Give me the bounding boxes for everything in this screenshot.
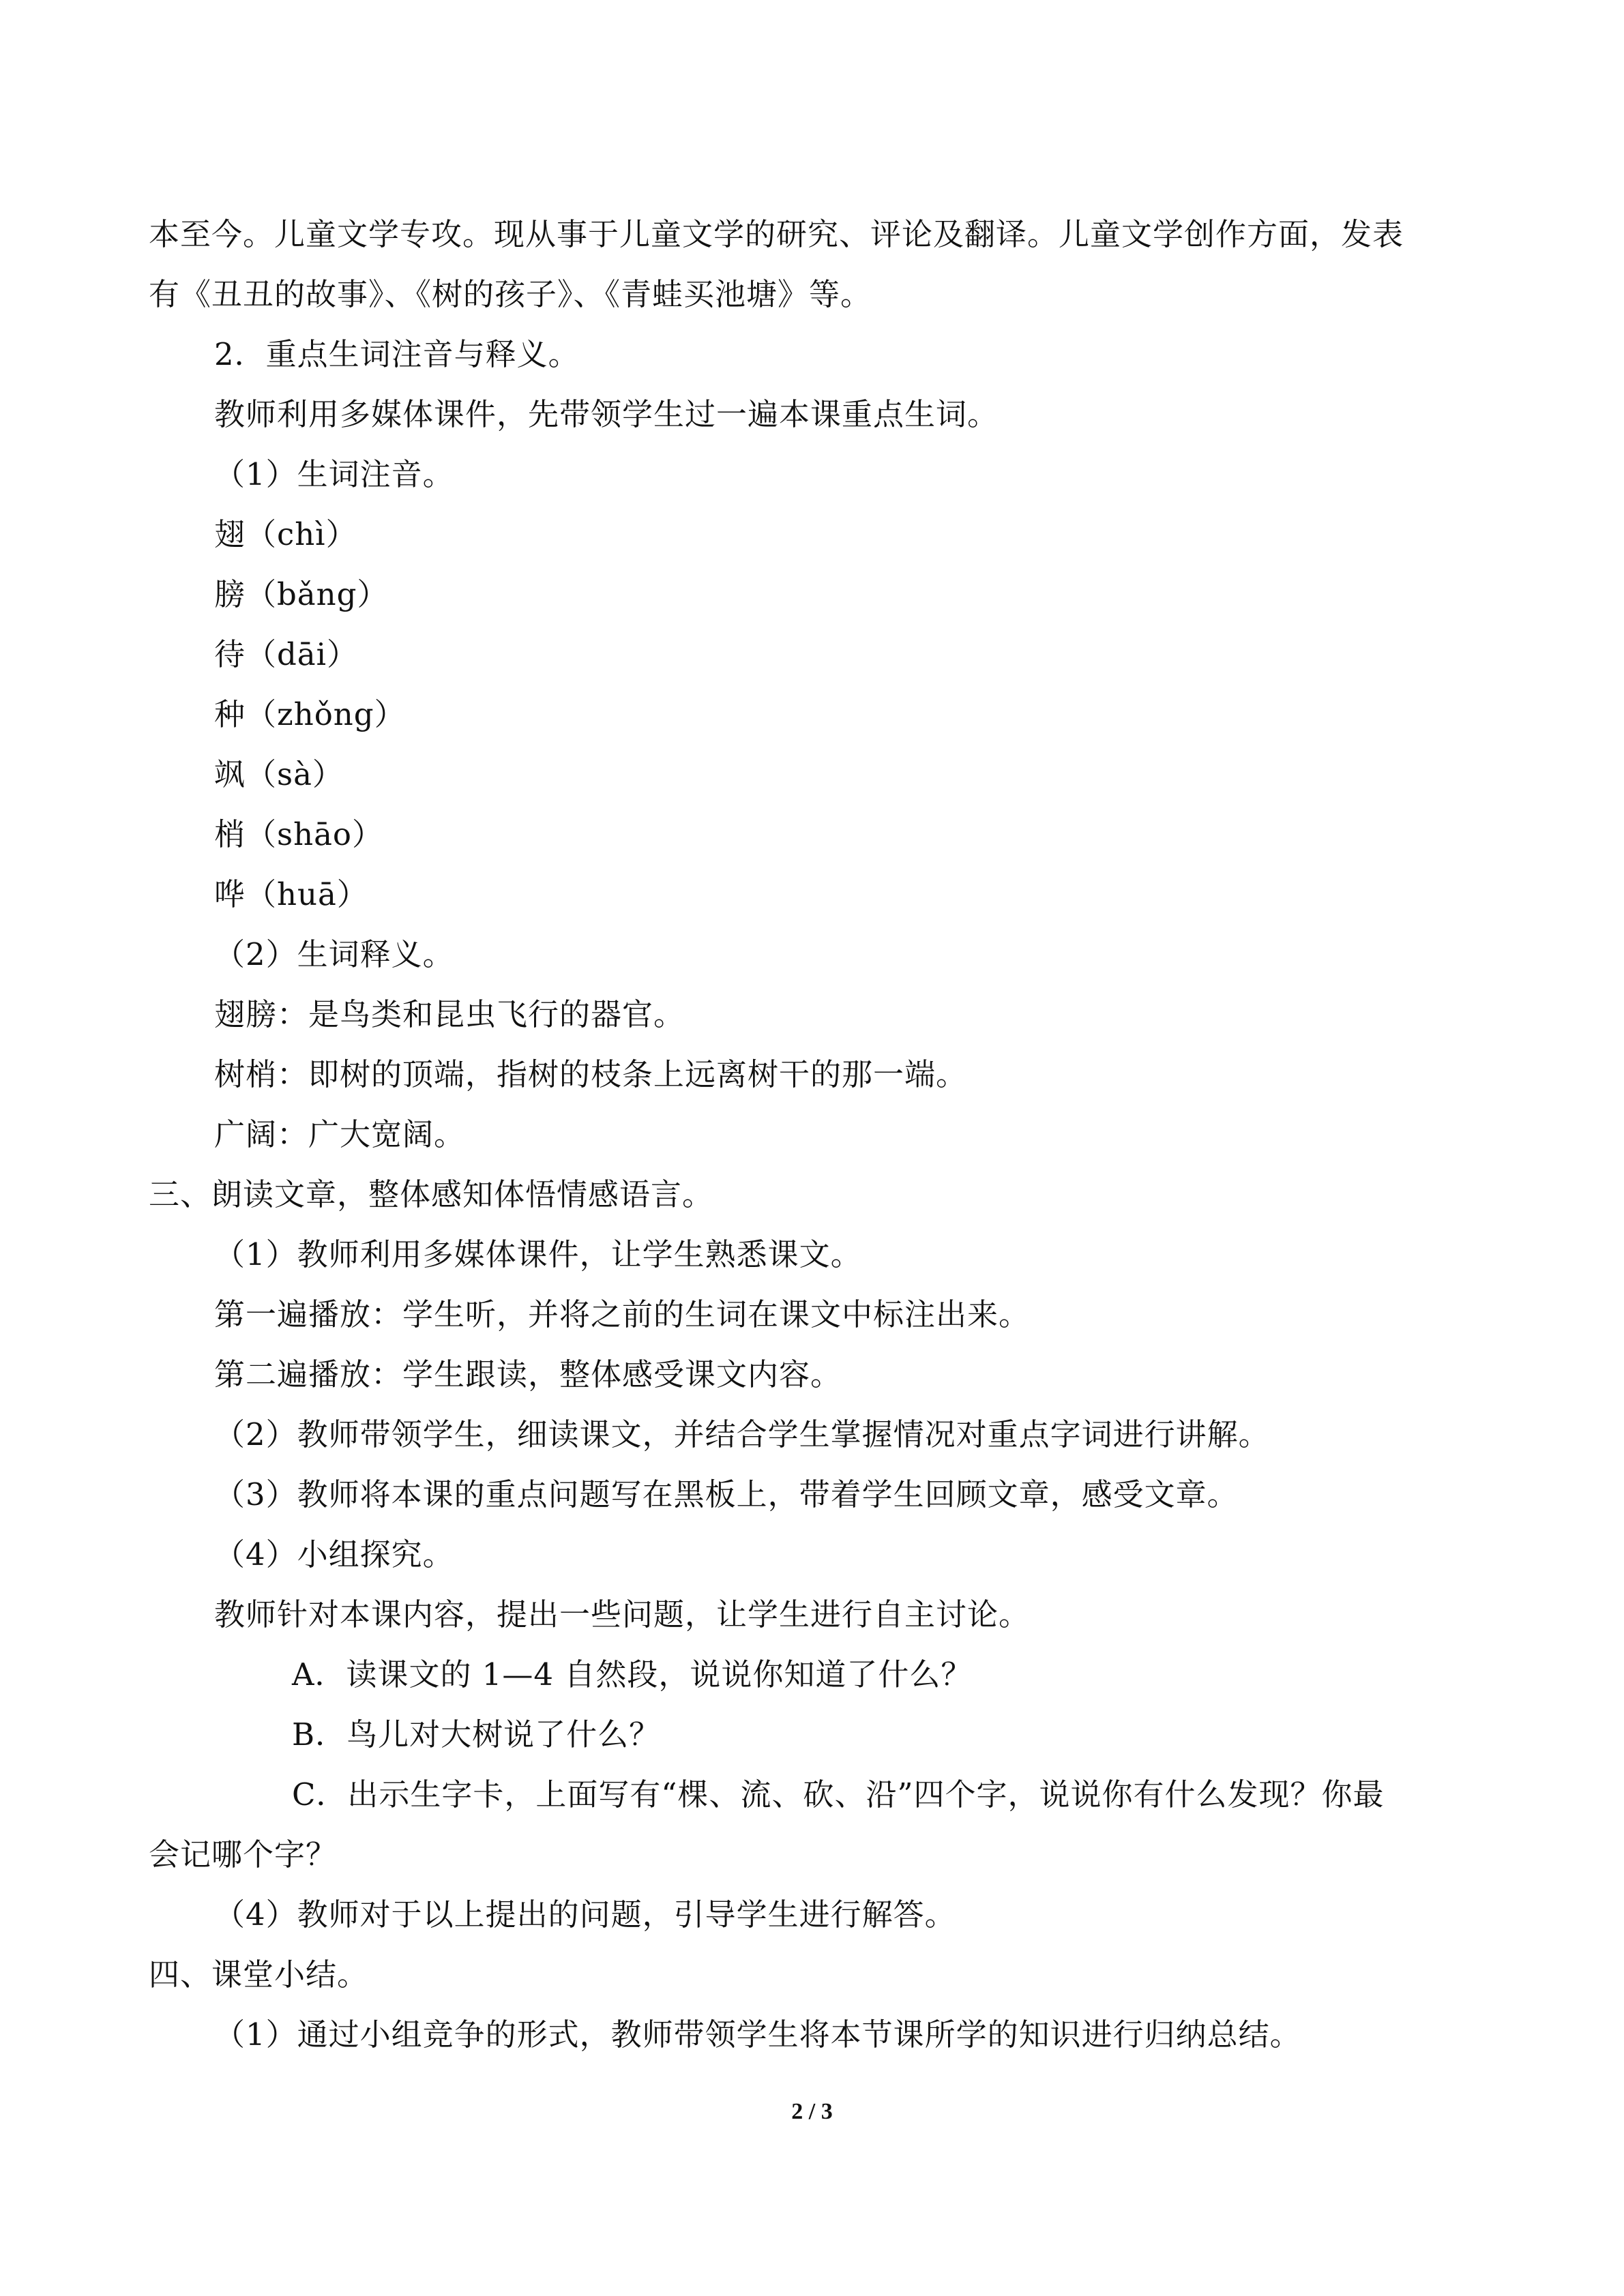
- definition-item: 树梢：即树的顶端，指树的枝条上远离树干的那一端。: [214, 1056, 968, 1092]
- vocabulary-item: 待（dāi）: [214, 636, 359, 672]
- section-heading: 四、课堂小结。: [149, 1956, 369, 1993]
- definition-item: 翅膀：是鸟类和昆虫飞行的器官。: [214, 996, 685, 1032]
- section-heading: 2．重点生词注音与释义。: [214, 336, 580, 372]
- vocabulary-item: 翅（chì）: [214, 516, 357, 552]
- paragraph-line: （2）教师带领学生，细读课文，并结合学生掌握情况对重点字词进行讲解。: [214, 1416, 1270, 1452]
- subsection-heading: （2）生词释义。: [214, 936, 454, 972]
- paragraph-line: 第二遍播放：学生跟读，整体感受课文内容。: [214, 1356, 842, 1392]
- vocabulary-item: 膀（bǎng）: [214, 576, 389, 612]
- page-number: 2 / 3: [791, 2099, 833, 2124]
- paragraph-line: （3）教师将本课的重点问题写在黑板上，带着学生回顾文章，感受文章。: [214, 1476, 1239, 1512]
- paragraph-line: 本至今。儿童文学专攻。现从事于儿童文学的研究、评论及翻译。儿童文学创作方面，发表: [149, 216, 1404, 252]
- vocabulary-item: 梢（shāo）: [214, 816, 383, 852]
- vocabulary-item: 哗（huā）: [214, 876, 368, 912]
- paragraph-line: （1）教师利用多媒体课件，让学生熟悉课文。: [214, 1236, 862, 1272]
- subsection-heading: （4）小组探究。: [214, 1536, 454, 1572]
- vocabulary-item: 飒（sà）: [214, 756, 344, 792]
- question-item: C．出示生字卡，上面写有“棵、流、砍、沿”四个字，说说你有什么发现？你最: [292, 1776, 1385, 1813]
- document-body: [149, 205, 1486, 2065]
- paragraph-line: 教师针对本课内容，提出一些问题，让学生进行自主讨论。: [214, 1596, 1031, 1632]
- paragraph-line: 会记哪个字？: [149, 1836, 338, 1873]
- paragraph-line: 教师利用多媒体课件，先带领学生过一遍本课重点生词。: [214, 396, 999, 432]
- paragraph-line: 第一遍播放：学生听，并将之前的生词在课文中标注出来。: [214, 1296, 1031, 1332]
- section-heading: 三、朗读文章，整体感知体悟情感语言。: [149, 1176, 714, 1212]
- paragraph-line: （1）通过小组竞争的形式，教师带领学生将本节课所学的知识进行归纳总结。: [214, 2016, 1301, 2053]
- subsection-heading: （1）生词注音。: [214, 456, 454, 492]
- paragraph-line: 有《丑丑的故事》、《树的孩子》、《青蛙买池塘》等。: [149, 276, 872, 312]
- paragraph-line: （4）教师对于以上提出的问题，引导学生进行解答。: [214, 1896, 956, 1933]
- question-item: A．读课文的 1—4 自然段，说说你知道了什么？: [292, 1656, 973, 1693]
- vocabulary-item: 种（zhǒng）: [214, 696, 406, 732]
- question-item: B．鸟儿对大树说了什么？: [292, 1716, 661, 1753]
- definition-item: 广阔：广大宽阔。: [214, 1116, 466, 1152]
